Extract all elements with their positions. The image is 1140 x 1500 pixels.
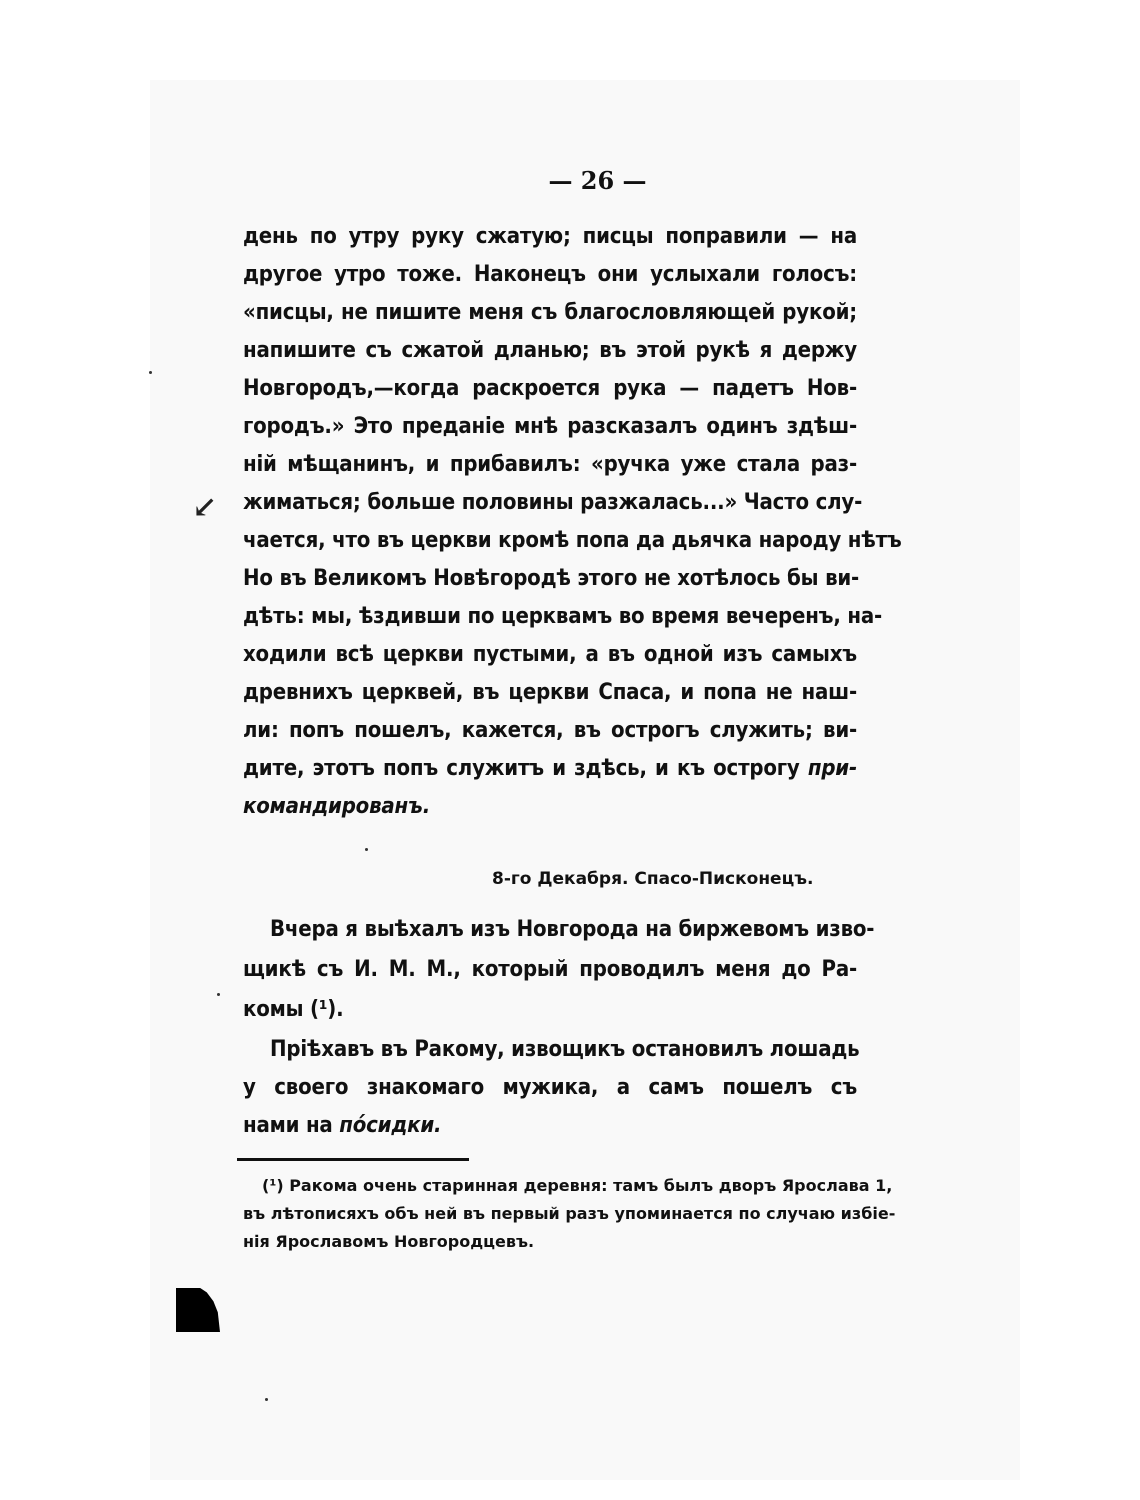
page-number: — 26 — bbox=[548, 166, 647, 195]
text-line bbox=[243, 1113, 857, 1138]
text-line: ли: попъ пошелъ, кажется, въ острогъ служить; ви- bbox=[243, 718, 857, 743]
text-line: ходили всѣ церкви пустыми, а въ одной изъ самыхъ bbox=[243, 642, 857, 667]
speck bbox=[365, 848, 368, 851]
italic-segment: при- bbox=[807, 756, 857, 781]
text-line: у своего знакомаго мужика, а самъ пошелъ съ bbox=[243, 1075, 857, 1100]
text-segment: дите, этотъ попъ служитъ и здѣсь, и къ острогу bbox=[243, 756, 808, 781]
text-segment: нами на bbox=[243, 1113, 340, 1138]
text-line: напишите съ сжатой дланью; въ этой рукѣ я держу bbox=[243, 338, 857, 363]
section-heading: 8-го Декабря. Спасо-Писконецъ. bbox=[492, 869, 814, 889]
text-line: чается, что въ церкви кромѣ попа да дьячка народу нѣтъ bbox=[243, 528, 902, 553]
text-line: ній мѣщанинъ, и прибавилъ: «ручка уже стала раз- bbox=[243, 452, 857, 477]
text-line: Вчера я выѣхалъ изъ Новгорода на биржевомъ изво- bbox=[270, 917, 875, 942]
text-line: Но въ Великомъ Новѣгородѣ этого не хотѣлось бы ви- bbox=[243, 566, 860, 591]
text-line: Пріѣхавъ въ Ракому, извощикъ остановилъ лошадь bbox=[270, 1037, 860, 1062]
text-line: городъ.» Это преданіе мнѣ разсказалъ одинъ здѣш- bbox=[243, 414, 857, 439]
footnote-line: (¹) Ракома очень старинная деревня: тамъ былъ дворъ Ярослава 1, bbox=[262, 1176, 893, 1195]
text-line bbox=[243, 794, 857, 819]
text-line: день по утру руку сжатую; писцы поправили — на bbox=[243, 224, 857, 249]
speck bbox=[217, 993, 220, 996]
text-line: другое утро тоже. Наконецъ они услыхали голосъ: bbox=[243, 262, 857, 287]
text-line: жиматься; больше половины разжалась...» Часто слу- bbox=[243, 490, 863, 515]
text-line: дѣть: мы, ѣздивши по церквамъ во время вечеренъ, на- bbox=[243, 604, 883, 629]
italic-segment: командированъ. bbox=[243, 794, 431, 819]
text-line: древнихъ церквей, въ церкви Спаса, и попа не наш- bbox=[243, 680, 857, 705]
margin-mark: ↙ bbox=[192, 490, 218, 525]
footnote-line: нія Ярославомъ Новгородцевъ. bbox=[243, 1232, 535, 1251]
italic-segment: пóсидки. bbox=[339, 1113, 442, 1138]
footnote-line: въ лѣтописяхъ объ ней въ первый разъ упоминается по случаю избіе- bbox=[243, 1204, 896, 1223]
text-line: «писцы, не пишите меня съ благословляющей рукой; bbox=[243, 300, 857, 325]
text-line: Новгородъ,—когда раскроется рука — падетъ Нов- bbox=[243, 376, 857, 401]
footnote-rule bbox=[237, 1158, 469, 1161]
text-line bbox=[243, 756, 857, 781]
speck bbox=[265, 1398, 268, 1401]
text-line: щикѣ съ И. М. М., который проводилъ меня до Ра- bbox=[243, 957, 857, 982]
speck bbox=[149, 371, 152, 374]
text-line: комы (¹). bbox=[243, 997, 344, 1022]
